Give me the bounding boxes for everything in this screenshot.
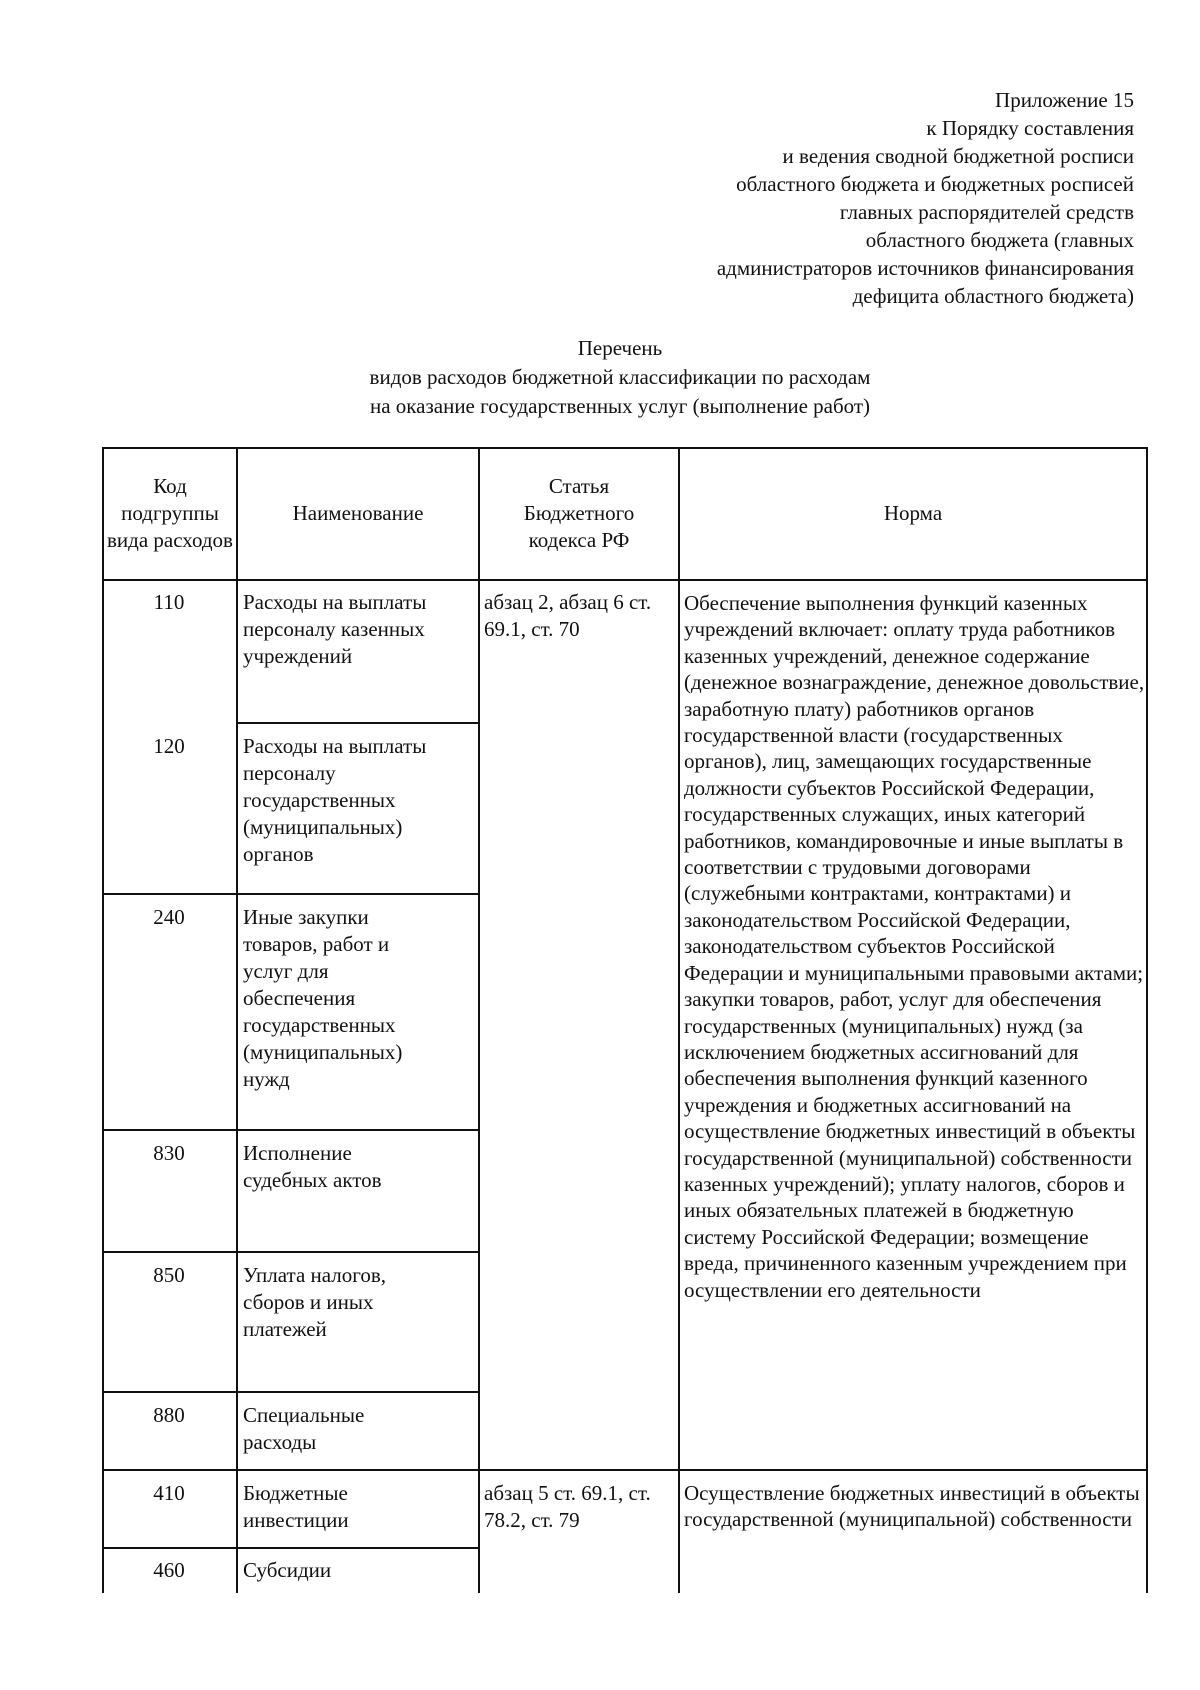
row-code: 880 [153, 1403, 185, 1427]
title-line: видов расходов бюджетной классификации по расходам [369, 365, 871, 389]
annex-line: областного бюджета (главных [865, 228, 1134, 252]
header-name: Наименование [292, 500, 424, 525]
table-border [102, 579, 1148, 581]
annex-line: дефицита областного бюджета) [852, 284, 1134, 308]
expense-types-table [102, 447, 1148, 1593]
row-name: Исполнение судебных актов [243, 1141, 382, 1192]
annex-line: областного бюджета и бюджетных росписей [736, 172, 1134, 196]
row-code: 110 [153, 590, 185, 614]
row-code: 830 [153, 1141, 185, 1165]
annex-line: и ведения сводной бюджетной росписи [782, 144, 1134, 168]
table-border [678, 447, 680, 1593]
row-name: Расходы на выплаты персоналу государственных (муниципальных) органов [243, 734, 427, 866]
table-border [102, 893, 480, 895]
row-name: Субсидии [243, 1558, 332, 1582]
table-border [102, 1391, 480, 1393]
header-article: Статья Бюджетного кодекса РФ [523, 473, 635, 552]
group-article: абзац 5 ст. 69.1, ст. 78.2, ст. 79 [484, 1481, 651, 1532]
row-name: Уплата налогов, сборов и иных платежей [243, 1263, 387, 1341]
table-border [102, 1129, 480, 1131]
row-code: 410 [153, 1481, 185, 1505]
annex-line: Приложение 15 [995, 88, 1134, 112]
annex-line: к Порядку составления [926, 116, 1134, 140]
table-border [102, 1547, 480, 1549]
table-border [102, 1469, 1148, 1471]
row-code: 460 [153, 1558, 185, 1582]
table-border [478, 447, 480, 1593]
table-border [236, 447, 238, 1593]
table-border [102, 1251, 480, 1253]
title-line: Перечень [577, 336, 663, 360]
row-name: Бюджетные инвестиции [243, 1481, 349, 1532]
row-name: Расходы на выплаты персоналу казенных учреждений [243, 590, 427, 668]
header-code: Код подгруппы вида расходов [107, 473, 233, 552]
row-code: 120 [153, 734, 185, 758]
title-line: на оказание государственных услуг (выполнение работ) [369, 394, 871, 418]
row-name: Специальные расходы [243, 1403, 365, 1454]
group-norm: Осуществление бюджетных инвестиций в объекты государственной (муниципальной) собственности [684, 1481, 1140, 1532]
table-border [236, 722, 480, 724]
header-norm: Норма [883, 500, 943, 525]
row-code: 240 [153, 905, 185, 929]
annex-line: администраторов источников финансирования [716, 256, 1134, 280]
row-name: Иные закупки товаров, работ и услуг для обеспечения государственных (муниципальных) нужд [243, 905, 403, 1091]
row-code: 850 [153, 1263, 185, 1287]
annex-line: главных распорядителей средств [839, 200, 1134, 224]
document-title [290, 334, 950, 421]
group-norm: Обеспечение выполнения функций казенных учреждений включает: оплату труда работников казенных учреждений, денежное содержание (денежное вознаграждение, денежное довольствие, заработную плату) работников органов государственной власти (государственных органов), лиц, замещающих государственные должности субъектов Российской Федерации, государственных служащих, иных категорий работников, командировочные и иные выплаты в соответствии с трудовыми договорами (служебными контрактами, контрактами) и законодательством Российской Федерации, законодательством субъектов Российской Федерации и муниципальными правовыми актами; закупки товаров, работ, услуг для обеспечения государственных (муниципальных) нужд (за исключением бюджетных ассигнований для обеспечения выполнения функций казенного учреждения и бюджетных ассигнований на осуществление бюджетных инвестиций в объекты государственной (муниципальной) собственности казенных учреждений); уплату налогов, сборов и иных обязательных платежей в бюджетную систему Российской Федерации; возмещение вреда, причиненного казенным учреждением при осуществлении его деятельности [684, 591, 1145, 1302]
annex-header [717, 86, 1134, 310]
group-article: абзац 2, абзац 6 ст. 69.1, ст. 70 [484, 590, 652, 641]
